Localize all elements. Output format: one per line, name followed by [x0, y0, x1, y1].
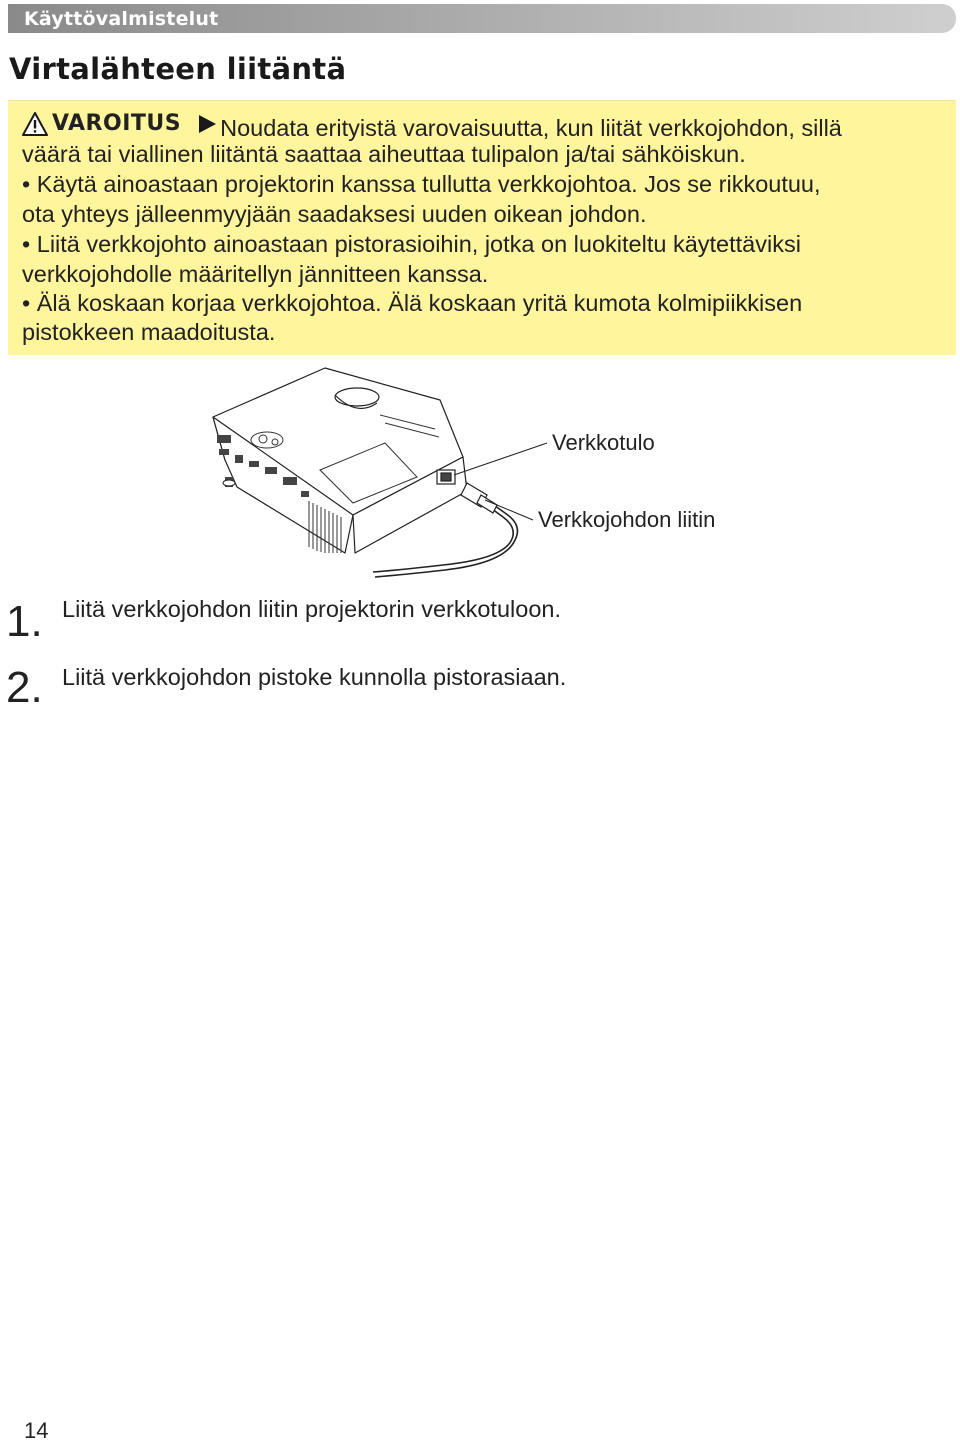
step-number: 2.	[6, 663, 43, 712]
callout-power-cord-connector: Verkkojohdon liitin	[538, 507, 716, 532]
section-header-bar	[8, 4, 956, 33]
page-title: Virtalähteen liitäntä	[9, 52, 347, 86]
warning-first-line	[22, 109, 842, 143]
warning-line: Noudata erityistä varovaisuutta, kun liität verkkojohdon, sillä	[220, 115, 842, 141]
step-number: 1.	[6, 597, 43, 646]
warning-line: pistokkeen maadoitusta.	[22, 319, 276, 345]
callout-ac-inlet: Verkkotulo	[552, 430, 655, 455]
warning-heading	[22, 109, 220, 139]
warning-label: VAROITUS	[52, 111, 182, 136]
warning-line: • Liitä verkkojohto ainoastaan pistorasioihin, jotka on luokiteltu käytettäviksi	[22, 231, 801, 257]
step-text: Liitä verkkojohdon liitin projektorin verkkotuloon.	[62, 596, 561, 622]
projector-illustration	[205, 365, 550, 590]
step-text: Liitä verkkojohdon pistoke kunnolla pistorasiaan.	[62, 664, 567, 690]
warning-line: väärä tai viallinen liitäntä saattaa aiheuttaa tulipalon ja/tai sähköiskun.	[22, 141, 746, 167]
warning-line: verkkojohdolle määritellyn jännitteen kanssa.	[22, 261, 489, 287]
warning-line: ota yhteys jälleenmyyjään saadaksesi uuden oikean johdon.	[22, 201, 647, 227]
right-triangle-arrow-icon	[199, 115, 216, 133]
warning-triangle-icon	[22, 112, 48, 136]
warning-line: • Älä koskaan korjaa verkkojohtoa. Älä koskaan yritä kumota kolmipiikkisen	[22, 290, 803, 316]
warning-box	[8, 100, 956, 355]
section-header-label: Käyttövalmistelut	[24, 8, 219, 30]
page-number: 14	[24, 1418, 49, 1443]
warning-line: • Käytä ainoastaan projektorin kanssa tullutta verkkojohtoa. Jos se rikkoutuu,	[22, 171, 821, 197]
